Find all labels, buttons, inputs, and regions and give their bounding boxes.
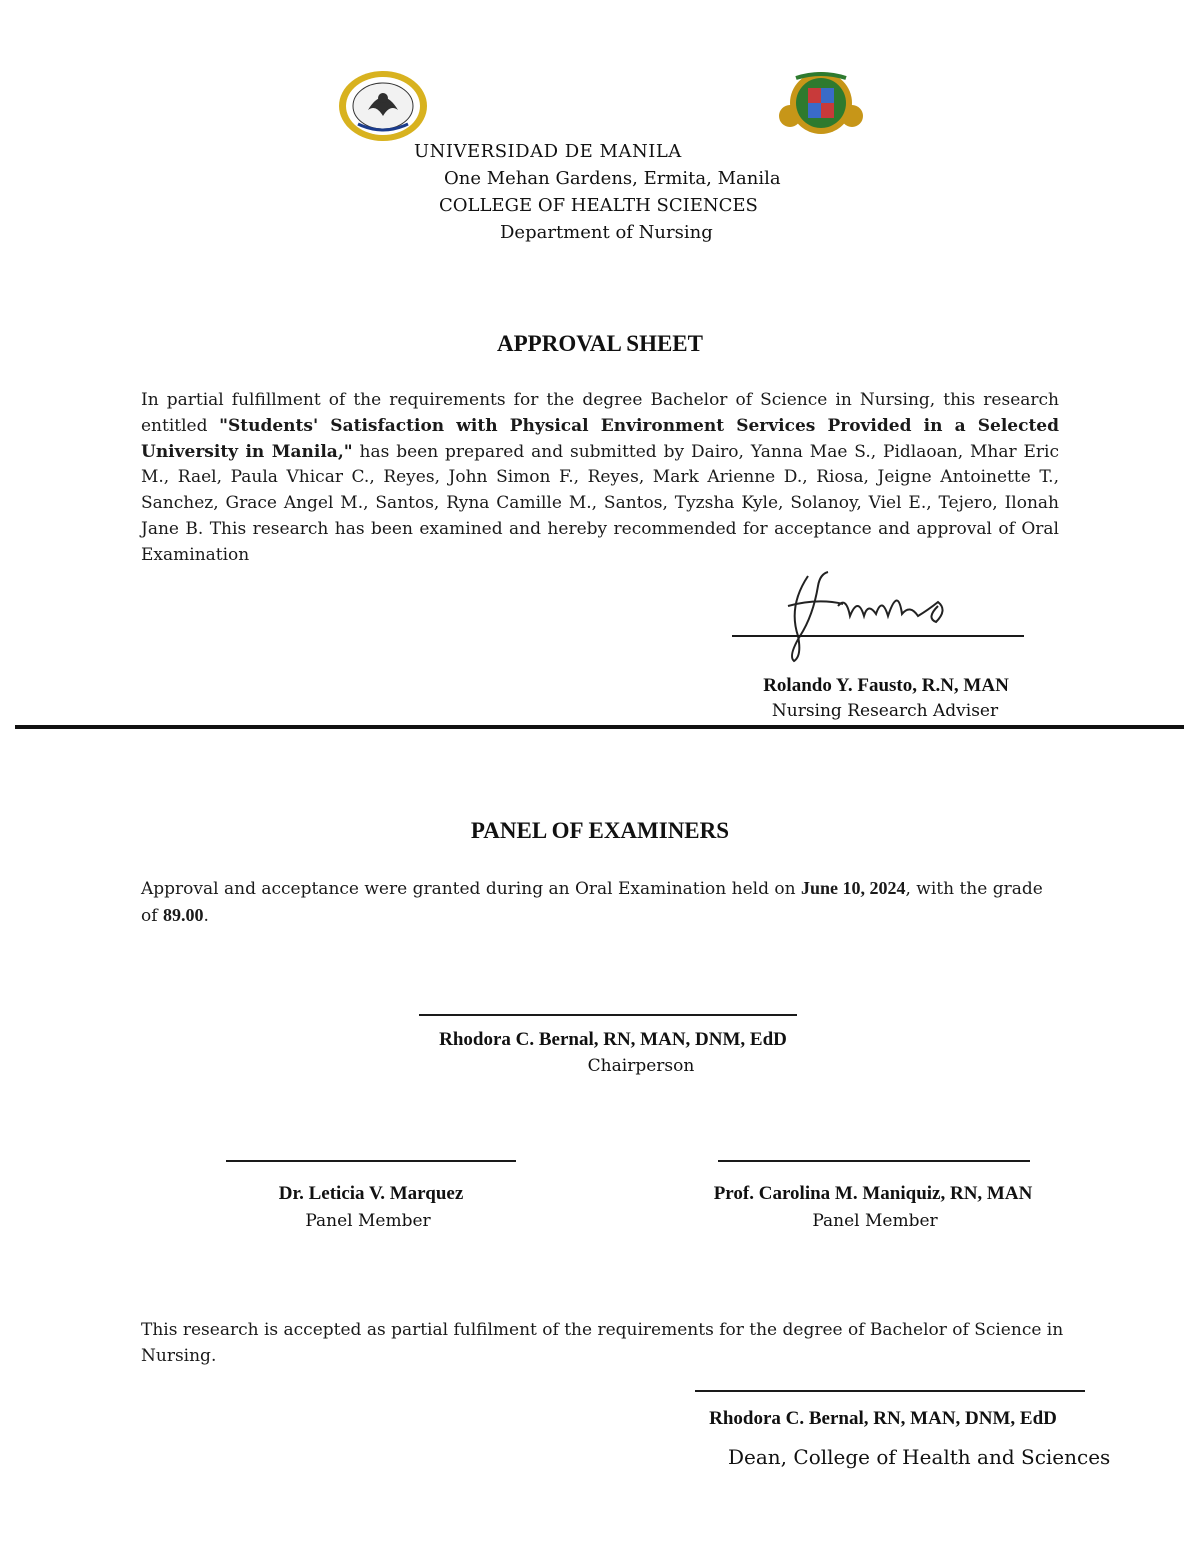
acceptance-statement: This research is accepted as partial fulfilment of the requirements for the degree of Bachelor of Science in Nursing. [141,1320,1064,1366]
approval-rest: has been prepared and submitted by Dairo, Yanna Mae S., Pidlaoan, Mhar Eric M., Rael, Paula Vhicar C., Reyes, John Simon F., Reyes, Mark Arienne D., Riosa, Jeigne Antoinette T., Sanchez, Grace Angel M., Santos, Ryna Camille M., Santos, Tyzsha Kyle, Solanoy, Viel E., Tejero, Ilonah Jane B. This research has been examined and hereby recommended for acceptance and approval of Oral Examination [141,441,1059,565]
university-name: UNIVERSIDAD DE MANILA [414,141,682,162]
member2-signature-line [718,1160,1030,1162]
dean-signature-line [695,1390,1085,1392]
chair-signature-line [419,1014,797,1016]
adviser-signature [768,566,958,666]
panel-paragraph [141,876,1059,930]
dean-name: Rhodora C. Bernal, RN, MAN, DNM, EdD [709,1408,1057,1429]
adviser-name: Rolando Y. Fausto, R.N, MAN [763,675,1009,696]
adviser-signature-line [732,635,1024,637]
research-title: "Students' Satisfaction with Physical Environment Services Provided in a Selected University in Manila," [141,415,1059,462]
college-name: COLLEGE OF HEALTH SCIENCES [439,195,758,216]
section-divider [15,725,1184,729]
approval-sheet-title: APPROVAL SHEET [497,331,703,356]
exam-grade: 89.00 [162,904,204,925]
member1-signature-line [226,1160,516,1162]
chair-name: Rhodora C. Bernal, RN, MAN, DNM, EdD [439,1029,787,1050]
member1-role: Panel Member [305,1211,431,1231]
member2-name: Prof. Carolina M. Maniquiz, RN, MAN [713,1183,1033,1204]
college-of-health-sciences-seal [776,70,866,136]
adviser-role: Nursing Research Adviser [771,701,999,721]
exam-date: June 10, 2024 [800,878,906,898]
chair-role: Chairperson [587,1056,695,1076]
department-name: Department of Nursing [500,222,713,243]
member2-role: Panel Member [812,1211,938,1231]
university-address: One Mehan Gardens, Ermita, Manila [444,168,781,189]
panel-intro: Approval and acceptance were granted during an Oral Examination held on [141,879,796,899]
panel-mid: , with the grade of [141,879,1043,926]
member1-name: Dr. Leticia V. Marquez [278,1183,464,1204]
dean-role: Dean, College of Health and Sciences [728,1445,1111,1469]
universidad-de-manila-seal [338,70,428,142]
panel-title: PANEL OF EXAMINERS [470,818,730,843]
approval-intro: In partial fulfillment of the requirements for the degree Bachelor of Science in Nursing, this research entitled [141,390,1059,436]
approval-paragraph [141,388,1059,569]
panel-end: . [203,905,209,926]
